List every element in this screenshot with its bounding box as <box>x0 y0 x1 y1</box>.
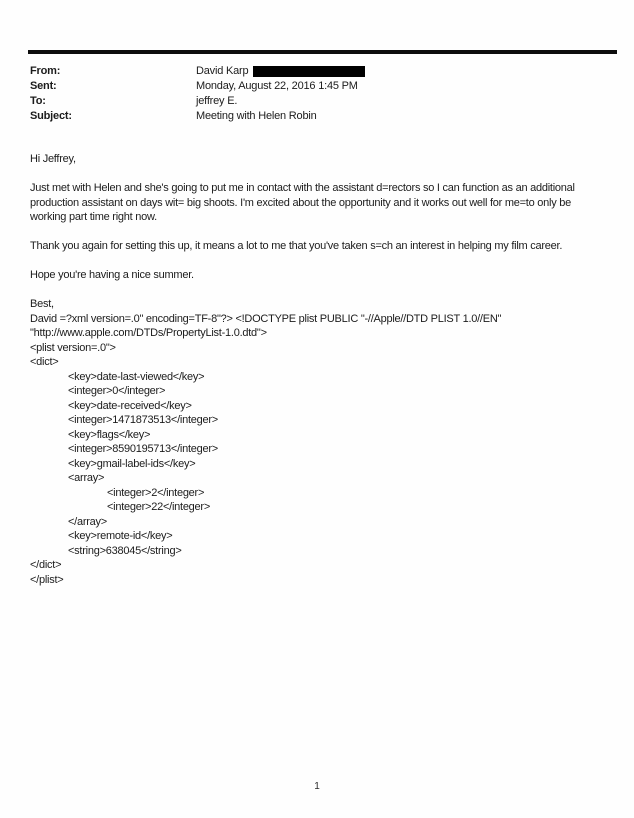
body-line: <integer>1471873513</integer> <box>68 414 218 426</box>
body-line: Hope you're having a nice summer. <box>30 269 194 281</box>
body-line: "http://www.apple.com/DTDs/PropertyList-1.0.dtd"> <box>30 327 267 339</box>
page-footer <box>0 781 634 792</box>
body-line: <key>gmail-label-ids</key> <box>68 457 196 470</box>
body-line: Hi Jeffrey, <box>30 153 76 165</box>
body-line: <dict> <box>30 356 59 368</box>
body-line: </plist> <box>30 573 64 586</box>
header-field-row <box>30 109 365 124</box>
header-field-row <box>30 64 365 79</box>
redaction-bar <box>253 66 365 77</box>
body-line: Thank you again for setting this up, it means a lot to me that you've taken s=ch an interest in helping my film career. <box>30 240 563 252</box>
email-body-block <box>30 152 575 587</box>
body-line <box>30 254 575 269</box>
body-line: <key>flags</key> <box>68 428 151 441</box>
body-line: <string>638045</string> <box>68 544 182 557</box>
body-line: <key>date-last-viewed</key> <box>68 370 205 383</box>
body-line: Just met with Helen and she's going to put me in contact with the assistant d=rectors so I can function as an additional <box>30 182 575 194</box>
body-line: working part time right now. <box>30 211 157 223</box>
body-line: <array> <box>68 472 105 484</box>
body-line: <key>remote-id</key> <box>68 530 173 542</box>
header-field-label: To: <box>30 95 46 107</box>
header-field-label: From: <box>30 65 61 77</box>
header-field-value: David Karp <box>196 64 365 79</box>
header-field-row <box>30 79 365 94</box>
body-line: <integer>2</integer> <box>107 486 205 499</box>
header-field-row <box>30 94 365 109</box>
page-number: 1 <box>314 781 320 792</box>
header-field-value: Meeting with Helen Robin <box>196 110 317 122</box>
body-line <box>30 167 575 182</box>
body-line: <integer>22</integer> <box>107 501 211 513</box>
header-field-value: Monday, August 22, 2016 1:45 PM <box>196 80 358 92</box>
body-line: <plist version=.0"> <box>30 341 116 354</box>
header-field-label: Sent: <box>30 80 57 92</box>
header-field-value: jeffrey E. <box>196 95 238 107</box>
body-line: </array> <box>68 515 107 528</box>
header-field-label: Subject: <box>30 110 72 122</box>
email-header-block <box>30 64 365 124</box>
header-divider-rule <box>28 50 617 54</box>
body-line: David =?xml version=.0" encoding=TF-8"?> <!DOCTYPE plist PUBLIC "-//Apple//DTD PLIST 1.0//EN" <box>30 312 502 325</box>
body-line: <integer>0</integer> <box>68 385 166 397</box>
body-line: <key>date-received</key> <box>68 399 192 412</box>
body-line <box>30 283 575 298</box>
body-line <box>30 225 575 240</box>
body-line: production assistant on days wit= big shoots. I'm excited about the opportunity and it works out well for me=to only be <box>30 196 571 209</box>
body-line: </dict> <box>30 559 62 571</box>
body-line: Best, <box>30 298 54 310</box>
body-line: <integer>8590195713</integer> <box>68 443 218 455</box>
